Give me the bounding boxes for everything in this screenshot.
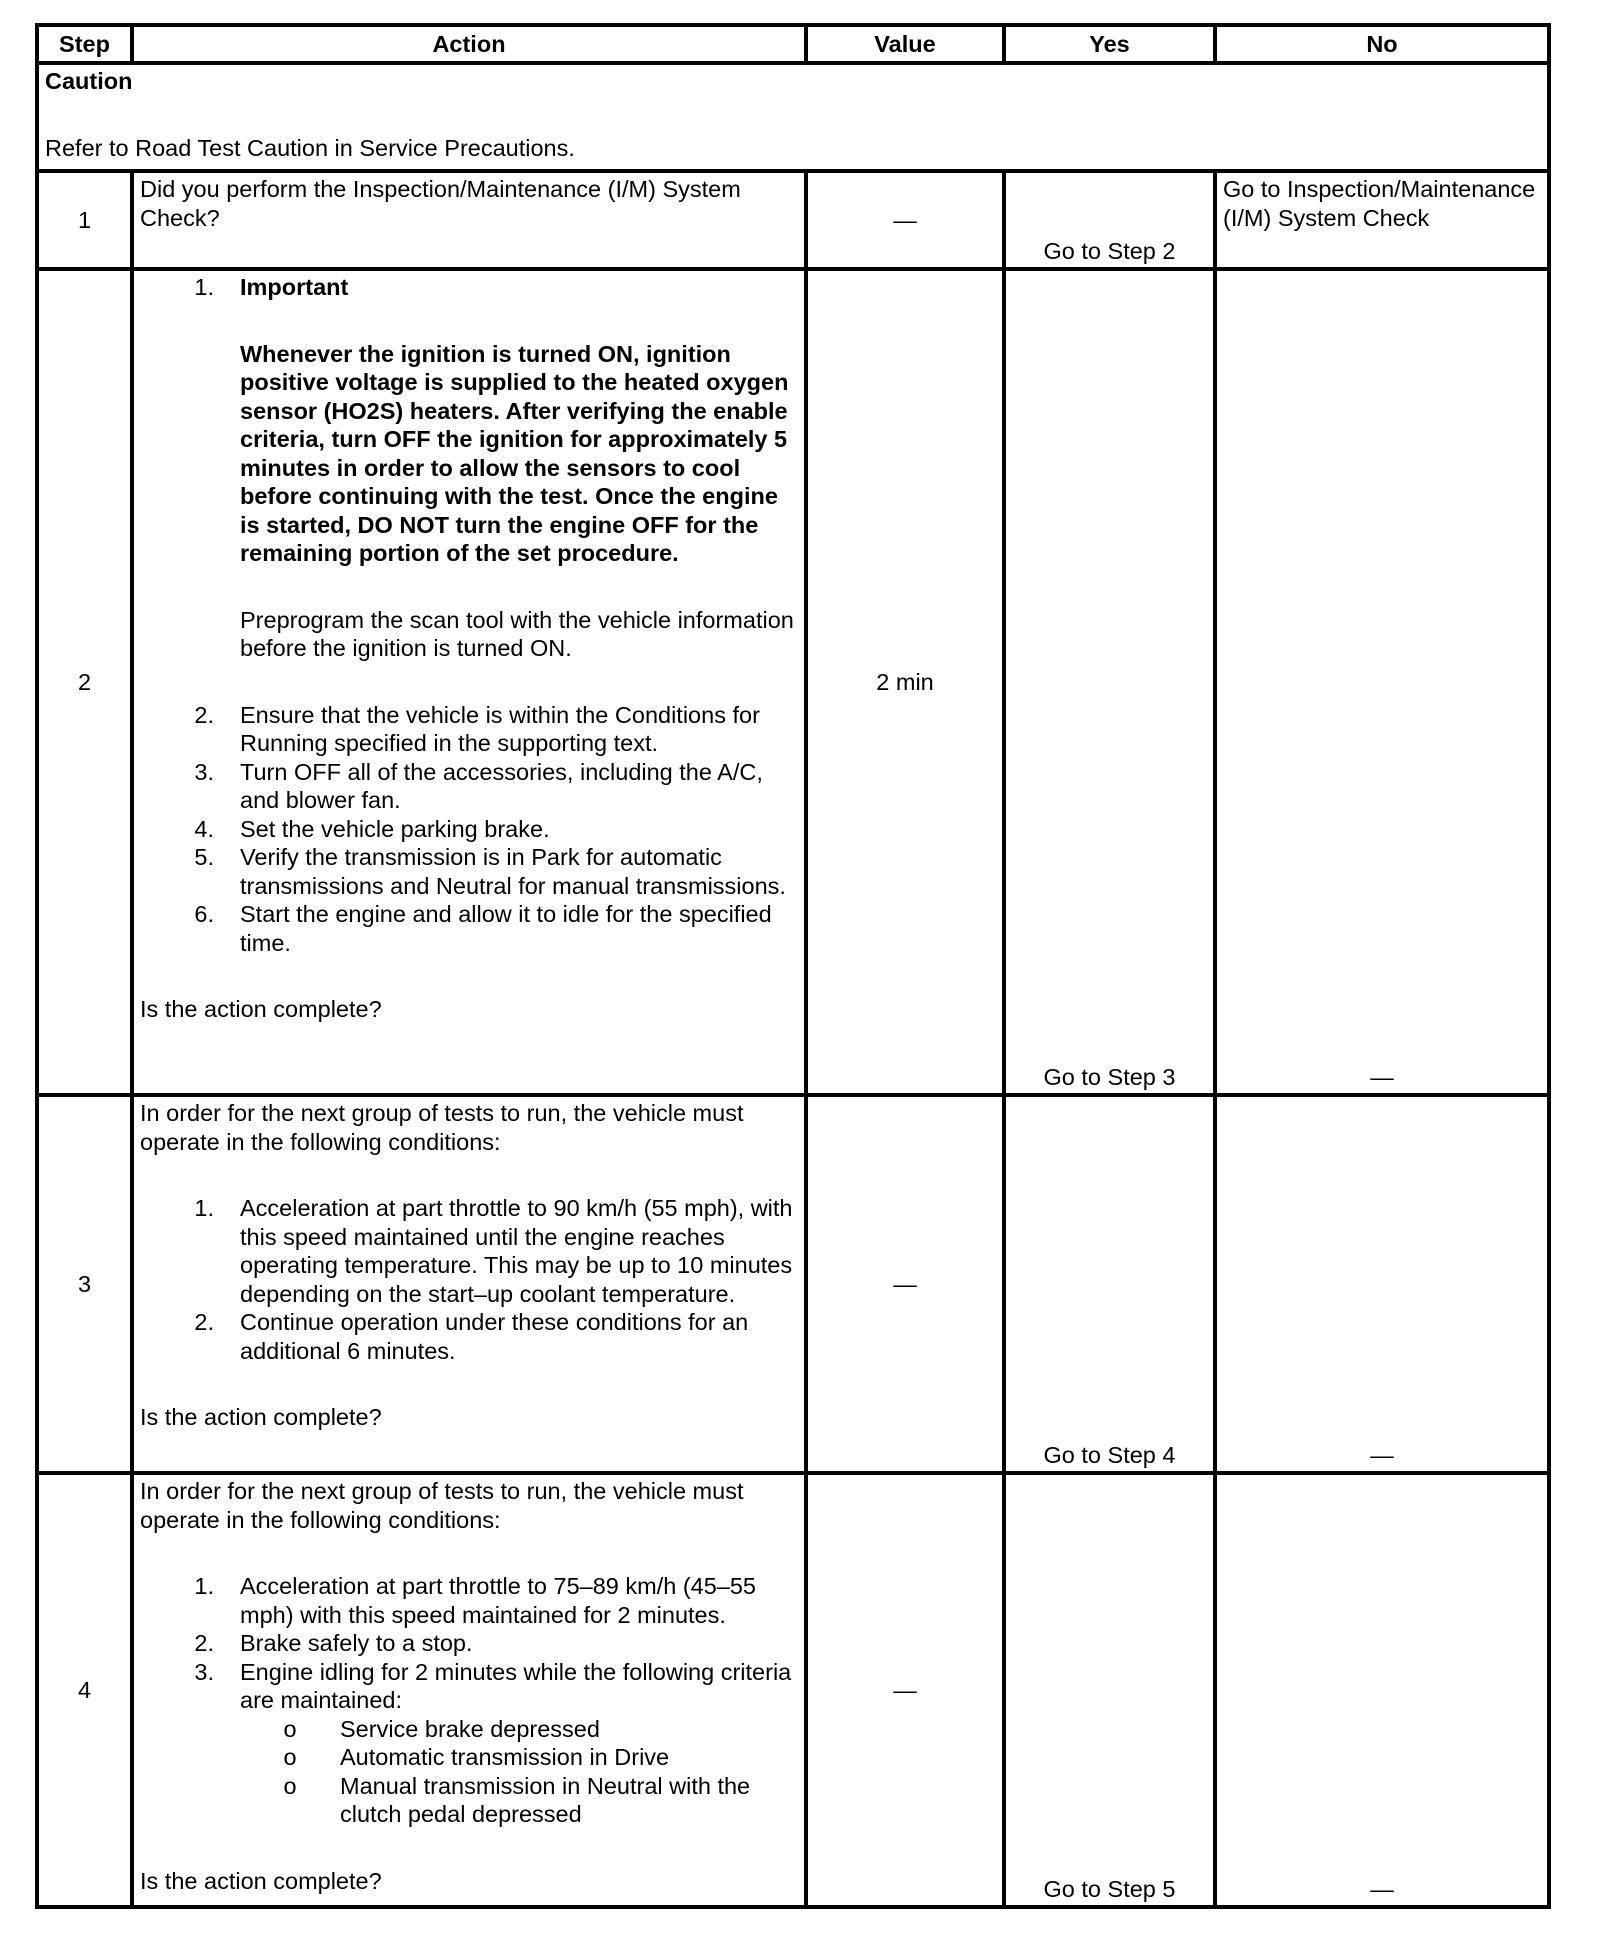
yes-link[interactable]: Go to Step 2 [1004, 171, 1215, 269]
diagnostic-table [35, 23, 1551, 1909]
bullet-icon: o [283, 1772, 297, 1799]
important-label: Important [240, 274, 349, 300]
yes-link[interactable]: Go to Step 3 [1004, 269, 1215, 1095]
list-item [140, 843, 798, 900]
header-no: No [1215, 25, 1549, 63]
value-cell: — [806, 171, 1004, 269]
sub-item-text: Service brake depressed [340, 1715, 600, 1742]
sub-item-text: Automatic transmission in Drive [340, 1744, 670, 1770]
list-item [140, 758, 798, 815]
intro-text: In order for the next group of tests to run, the vehicle must operate in the following conditions: [140, 1478, 744, 1533]
no-cell: — [1215, 1473, 1549, 1907]
item-number: 3. [194, 758, 214, 785]
header-action: Action [132, 25, 806, 63]
list-item [140, 1658, 798, 1715]
item-number: 1. [194, 1573, 214, 1599]
no-link[interactable]: Go to Inspection/Maintenance (I/M) System Check [1215, 171, 1549, 269]
item-text: Continue operation under these conditions for an additional 6 minutes. [240, 1309, 749, 1364]
list-item [140, 701, 798, 758]
action-cell [132, 1473, 806, 1907]
item-number: 4. [194, 815, 214, 842]
item-text: Set the vehicle parking brake. [240, 815, 550, 842]
item-text: Brake safely to a stop. [240, 1630, 473, 1656]
item-text: Verify the transmission is in Park for automatic transmissions and Neutral for manual transmissions. [240, 844, 786, 899]
action-text: Did you perform the Inspection/Maintenance (I/M) System Check? [132, 171, 806, 269]
item-number: 1. [194, 274, 214, 300]
list-item [140, 273, 798, 302]
header-step: Step [37, 25, 132, 63]
important-text: Whenever the ignition is turned ON, ignition positive voltage is supplied to the heated oxygen sensor (HO2S) heaters. After verifying the enable criteria, turn OFF the ignition for approximately 5 minutes in order to allow the sensors to cool before continuing with the test. Once the engine is started, DO NOT turn the engine OFF for the remaining portion of the set procedure. [240, 340, 789, 566]
list-item [140, 900, 798, 957]
yes-link[interactable]: Go to Step 4 [1004, 1095, 1215, 1473]
header-yes: Yes [1004, 25, 1215, 63]
question-text: Is the action complete? [140, 1404, 382, 1430]
question-text: Is the action complete? [140, 996, 382, 1022]
value-cell: 2 min [806, 269, 1004, 1095]
list-item [140, 1629, 798, 1658]
caution-cell [37, 63, 1549, 171]
item-number: 5. [194, 844, 214, 870]
intro-text: In order for the next group of tests to run, the vehicle must operate in the following conditions: [140, 1100, 744, 1155]
header-row [37, 25, 1549, 63]
item-number: 3. [194, 1658, 214, 1685]
item-text: Acceleration at part throttle to 90 km/h (55 mph), with this speed maintained until the engine reaches operating temperature. This may be up to 10 minutes depending on the start–up coolant temperature. [240, 1195, 793, 1307]
caution-title: Caution [45, 68, 133, 94]
item-text: Acceleration at part throttle to 75–89 km/h (45–55 mph) with this speed maintained for 2 minutes. [240, 1573, 757, 1628]
item-text: Engine idling for 2 minutes while the following criteria are maintained: [240, 1658, 792, 1713]
sub-list-item [140, 1715, 798, 1744]
header-value: Value [806, 25, 1004, 63]
action-cell [132, 1095, 806, 1473]
caution-row [37, 63, 1549, 171]
sub-list-item [140, 1772, 798, 1829]
step-number: 4 [37, 1473, 132, 1907]
question-text: Is the action complete? [140, 1867, 382, 1894]
step-number: 3 [37, 1095, 132, 1473]
value-cell: — [806, 1095, 1004, 1473]
preprogram-text: Preprogram the scan tool with the vehicle information before the ignition is turned ON. [240, 606, 794, 661]
list-item [140, 1194, 798, 1308]
list-item [140, 815, 798, 844]
item-text: Ensure that the vehicle is within the Conditions for Running specified in the supporting text. [240, 701, 760, 756]
no-cell: — [1215, 1095, 1549, 1473]
bullet-icon: o [283, 1715, 297, 1742]
item-number: 2. [194, 1309, 214, 1335]
step-number: 1 [37, 171, 132, 269]
yes-link[interactable]: Go to Step 5 [1004, 1473, 1215, 1907]
sub-list-item [140, 1743, 798, 1772]
list-item [140, 1308, 798, 1365]
item-text: Turn OFF all of the accessories, including the A/C, and blower fan. [240, 758, 763, 813]
item-number: 1. [194, 1195, 214, 1221]
table-row [37, 1473, 1549, 1907]
caution-text: Refer to Road Test Caution in Service Precautions. [45, 134, 575, 161]
value-cell: — [806, 1473, 1004, 1907]
item-text: Start the engine and allow it to idle for the specified time. [240, 901, 772, 956]
action-cell [132, 269, 806, 1095]
table-row [37, 171, 1549, 269]
item-number: 2. [194, 701, 214, 728]
sub-item-text: Manual transmission in Neutral with the clutch pedal depressed [340, 1772, 751, 1827]
bullet-icon: o [283, 1744, 297, 1770]
table-row [37, 1095, 1549, 1473]
item-number: 2. [194, 1630, 214, 1656]
step-number: 2 [37, 269, 132, 1095]
item-number: 6. [194, 901, 214, 927]
list-item [140, 1572, 798, 1629]
table-row [37, 269, 1549, 1095]
no-cell: — [1215, 269, 1549, 1095]
